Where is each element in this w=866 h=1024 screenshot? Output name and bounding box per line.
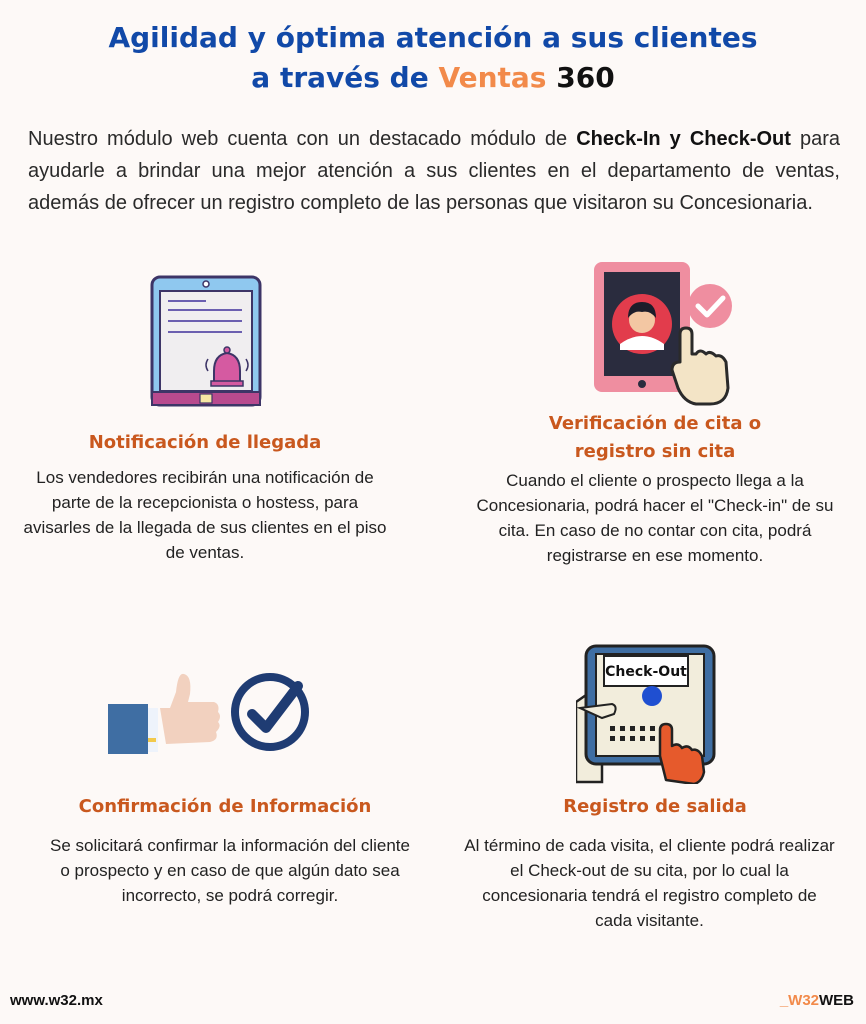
tablet-bell-icon [150, 275, 262, 407]
feature-desc-notificacion: Los vendedores recibirán una notificación de parte de la recepcionista o hostess, para avisarles de la llegada de sus clientes en el piso de ventas. [23, 468, 387, 562]
page-title [0, 18, 866, 98]
footer-brand [780, 992, 854, 1009]
tablet-user-check-icon [592, 258, 742, 408]
intro-part-2: para ayudarle a brindar una mejor atención a sus clientes en el departamento de ventas, además de ofrecer un registro completo de las personas que visitaron su Concesionaria. [28, 128, 840, 214]
title-suffix-360: 360 [546, 61, 615, 94]
footer-website[interactable]: www.w32.mx [10, 992, 103, 1009]
feature-title-verificacion-line1: Verificación de cita o [548, 413, 762, 434]
feature-desc-registro-salida: Al término de cada visita, el cliente podrá realizar el Check-out de su cita, por lo cual la concesionaria tendrá el registro completo de cada visitante. [464, 836, 835, 930]
intro-paragraph [28, 123, 840, 219]
intro-bold: Check-In y Check-Out [576, 128, 791, 150]
checkout-tablet-icon [576, 644, 718, 784]
feature-title-notificacion: Notificación de llegada [88, 432, 322, 453]
intro-part-1: Nuestro módulo web cuenta con un destacado módulo de [28, 128, 577, 150]
footer-brand-suffix: WEB [819, 992, 854, 1009]
feature-title-verificacion-line2: registro sin cita [574, 441, 736, 462]
footer-brand-prefix: _W32 [779, 992, 819, 1009]
feature-desc-confirmacion: Se solicitará confirmar la información del cliente o prospecto y en caso de que algún dato sea incorrecto, se podrá corregir. [50, 836, 410, 905]
feature-desc-verificacion: Cuando el cliente o prospecto llega a la Concesionaria, podrá hacer el "Check-in" de su cita. En caso de no contar con cita, podrá registrarse en ese momento. [476, 471, 834, 565]
feature-title-verificacion [470, 410, 840, 466]
feature-title-confirmacion: Confirmación de Información [78, 796, 372, 817]
feature-title-registro-salida: Registro de salida [563, 796, 747, 817]
title-line-1: Agilidad y óptima atención a sus clientes [108, 21, 758, 54]
check-out-label: Check-Out [605, 664, 687, 680]
title-line-2-prefix: a través de [251, 61, 439, 94]
thumbs-up-check-icon [106, 668, 312, 754]
title-accent-ventas: Ventas [438, 61, 547, 94]
